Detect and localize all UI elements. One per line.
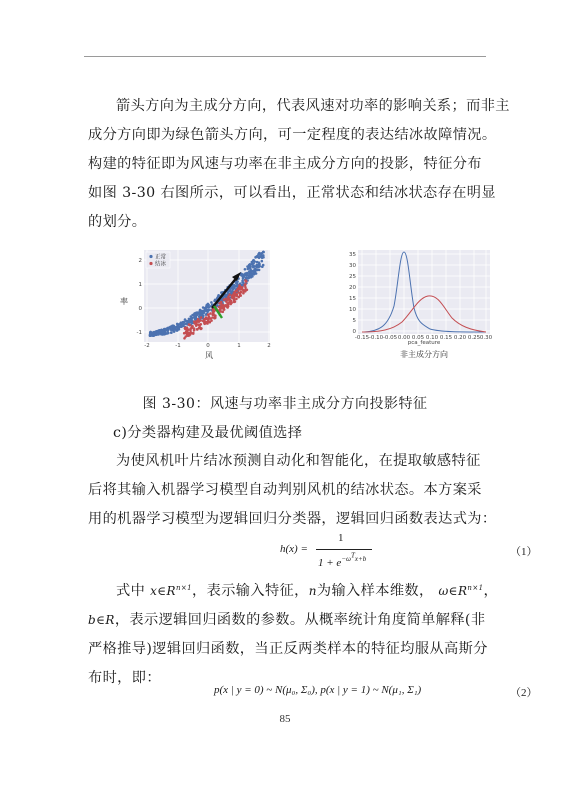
exponent-tail: x+b xyxy=(354,555,367,564)
scatter-point-normal xyxy=(202,306,205,309)
scatter-point-icing xyxy=(232,294,235,297)
text-line xyxy=(88,574,498,606)
scatter-point-normal xyxy=(252,265,255,268)
x-tick: 0 xyxy=(206,343,210,349)
scatter-point-icing xyxy=(204,321,207,324)
scatter-point-icing xyxy=(207,313,210,316)
scatter-point-normal xyxy=(157,332,160,335)
scatter-point-normal xyxy=(251,270,254,273)
equation-1-numerator: 1 xyxy=(338,532,344,544)
scatter-point-normal xyxy=(191,317,194,320)
scatter-point-normal xyxy=(170,331,173,334)
equation-1-number: （1） xyxy=(510,546,538,558)
y-tick: 0 xyxy=(138,306,142,312)
math-inline xyxy=(439,584,484,598)
scatter-point-icing xyxy=(240,291,243,294)
scatter-point-normal xyxy=(257,256,260,259)
scatter-point-icing xyxy=(238,284,241,287)
scatter-point-icing xyxy=(183,337,186,340)
scatter-point-normal xyxy=(153,332,156,335)
x-tick: 0.05 xyxy=(411,335,425,341)
scatter-point-icing xyxy=(187,328,190,331)
scatter-point-normal xyxy=(173,330,176,333)
scatter-point-icing xyxy=(226,306,229,309)
scatter-point-icing xyxy=(196,328,199,331)
y-tick: 5 xyxy=(352,318,356,324)
scatter-point-normal xyxy=(166,329,169,332)
exponent: −ω xyxy=(341,555,351,564)
scatter-point-normal xyxy=(203,311,206,314)
y-tick: 20 xyxy=(349,285,356,291)
scatter-point-icing xyxy=(199,319,202,322)
text-run: ，表示输入特征， xyxy=(192,583,309,599)
page-number: 85 xyxy=(279,713,291,725)
header-rule xyxy=(84,56,486,57)
x-tick: 0.25 xyxy=(467,335,481,341)
scatter-point-normal xyxy=(232,288,235,291)
x-axis-label: 风 xyxy=(205,351,213,360)
scatter-point-icing xyxy=(198,325,201,328)
y-tick: 25 xyxy=(349,274,356,280)
scatter-point-normal xyxy=(248,274,251,277)
scatter-point-icing xyxy=(213,310,216,313)
scatter-point-icing xyxy=(233,298,236,301)
scatter-point-icing xyxy=(237,296,240,299)
scatter-point-icing xyxy=(223,298,226,301)
exponent-sup: T xyxy=(350,552,355,560)
scatter-point-normal xyxy=(248,265,251,268)
scatter-point-normal xyxy=(257,253,260,256)
text-line: 的划分。 xyxy=(88,214,147,230)
scatter-point-icing xyxy=(233,301,236,304)
scatter-point-normal xyxy=(261,265,264,268)
scatter-point-icing xyxy=(213,314,216,317)
x-tick: 0.10 xyxy=(425,335,439,341)
scatter-point-normal xyxy=(258,263,261,266)
scatter-point-icing xyxy=(207,319,210,322)
scatter-point-normal xyxy=(242,277,245,280)
scatter-point-normal xyxy=(244,268,247,271)
scatter-point-icing xyxy=(219,306,222,309)
density-figure xyxy=(340,246,500,364)
x-tick: -0.10 xyxy=(368,335,384,341)
scatter-point-icing xyxy=(190,327,193,330)
math-inline xyxy=(150,584,192,598)
denominator-base: 1 + e xyxy=(318,556,342,569)
text-line: 箭头方向为主成分方向，代表风速对功率的影响关系；而非主 xyxy=(116,98,510,114)
scatter-point-normal xyxy=(245,272,248,275)
text-line: 用的机器学习模型为逻辑回归分类器，逻辑回归函数表达式为： xyxy=(88,511,497,527)
text-run: ， xyxy=(483,583,499,599)
y-tick: 2 xyxy=(138,258,142,264)
figure-caption: 图 3-30：风速与功率非主成分方向投影特征 xyxy=(142,396,428,412)
x-tick: -1 xyxy=(175,343,181,349)
scatter-point-normal xyxy=(160,330,163,333)
scatter-point-icing xyxy=(228,293,231,296)
scatter-point-icing xyxy=(200,328,203,331)
text-line: 成分方向即为绿色箭头方向，可一定程度的表达结冰故障情况。 xyxy=(88,127,497,143)
scatter-point-normal xyxy=(228,289,231,292)
section-heading: c)分类器构建及最优阈值选择 xyxy=(113,425,303,441)
scatter-point-normal xyxy=(253,272,256,275)
scatter-point-normal xyxy=(185,320,188,323)
scatter-point-normal xyxy=(165,332,168,335)
y-tick: 0 xyxy=(352,329,356,335)
scatter-point-normal xyxy=(254,256,257,259)
math-n: n xyxy=(308,584,317,598)
text-line xyxy=(88,606,498,635)
x-tick: 0.00 xyxy=(397,335,411,341)
legend-marker-icing xyxy=(149,262,152,265)
equation-1-denominator xyxy=(318,552,366,569)
math-sup: n×1 xyxy=(176,584,193,592)
scatter-point-icing xyxy=(226,299,229,302)
y-tick: -1 xyxy=(136,330,142,336)
scatter-point-normal xyxy=(167,332,170,335)
scatter-point-icing xyxy=(244,279,247,282)
scatter-point-icing xyxy=(231,296,234,299)
scatter-point-icing xyxy=(243,284,246,287)
x-tick: -2 xyxy=(144,343,150,349)
scatter-point-icing xyxy=(213,317,216,320)
scatter-point-normal xyxy=(207,303,210,306)
y-tick: 30 xyxy=(349,263,356,269)
legend-label-icing: 结冰 xyxy=(155,261,167,268)
scatter-point-icing xyxy=(197,318,200,321)
fraction-bar xyxy=(316,549,372,550)
x-tick: 0.30 xyxy=(479,335,493,341)
x-tick: -0.05 xyxy=(382,335,398,341)
scatter-point-normal xyxy=(191,314,194,317)
paragraph-3 xyxy=(88,574,498,693)
scatter-point-icing xyxy=(192,332,195,335)
scatter-point-icing xyxy=(200,316,203,319)
math-sup: n×1 xyxy=(467,584,484,592)
scatter-point-normal xyxy=(217,294,220,297)
equation-1-lhs: h(x) = xyxy=(280,543,308,555)
y-tick: 35 xyxy=(349,252,356,258)
x-tick: -0.15 xyxy=(354,335,370,341)
y-tick: 10 xyxy=(349,307,356,313)
text-run: 为输入样本维数， xyxy=(316,583,434,599)
scatter-point-normal xyxy=(207,309,210,312)
math-b: b∈R xyxy=(88,613,115,627)
x-tick: 0.15 xyxy=(439,335,453,341)
scatter-point-normal xyxy=(149,334,152,337)
scatter-point-normal xyxy=(253,269,256,272)
y-axis-label: 率 xyxy=(120,297,128,306)
math-omega: ω∈R xyxy=(438,584,468,598)
scatter-point-icing xyxy=(184,328,187,331)
scatter-point-normal xyxy=(261,252,264,255)
scatter-figure xyxy=(116,246,276,364)
equation-2: p(x | y = 0) ~ N(μ₀, Σ₀), p(x | y = 1) ~ N(μ₁, Σ₁) xyxy=(214,684,422,696)
scatter-point-icing xyxy=(189,331,192,334)
equation-2-number: （2） xyxy=(510,687,538,699)
scatter-point-normal xyxy=(194,318,197,321)
scatter-point-normal xyxy=(200,311,203,314)
density-plot-area xyxy=(358,250,490,334)
scatter-point-normal xyxy=(194,313,197,316)
text-line: 后将其输入机器学习模型自动判别风机的结冰状态。本方案采 xyxy=(88,482,482,498)
scatter-point-normal xyxy=(262,256,265,259)
scatter-point-icing xyxy=(222,304,225,307)
scatter-point-normal xyxy=(182,324,185,327)
text-line: 严格推导)逻辑回归函数，当正反两类样本的特征均服从高斯分 xyxy=(88,641,488,657)
scatter-point-normal xyxy=(247,277,250,280)
scatter-point-icing xyxy=(195,320,198,323)
text-run: 式中 xyxy=(116,583,146,599)
scatter-point-icing xyxy=(185,331,188,334)
legend-marker-normal xyxy=(149,255,152,258)
y-tick: 15 xyxy=(349,296,356,302)
scatter-point-icing xyxy=(210,319,213,322)
scatter-point-icing xyxy=(203,318,206,321)
scatter-point-normal xyxy=(252,259,255,262)
paragraph-2 xyxy=(88,447,498,534)
scatter-point-normal xyxy=(189,320,192,323)
scatter-point-normal xyxy=(206,306,209,309)
small-x-axis-label: pca_feature xyxy=(407,340,441,346)
text-run: ，表示逻辑回归函数的参数。从概率统计角度简单解释(非 xyxy=(114,612,486,628)
scatter-point-normal xyxy=(173,326,176,329)
scatter-point-normal xyxy=(233,284,236,287)
scatter-point-normal xyxy=(248,270,251,273)
x-axis-label: 非主成分方向 xyxy=(400,350,448,359)
scatter-point-normal xyxy=(170,329,173,332)
scatter-point-icing xyxy=(244,290,247,293)
scatter-point-normal xyxy=(246,265,249,268)
scatter-point-normal xyxy=(175,329,178,332)
scatter-point-icing xyxy=(234,293,237,296)
scatter-point-icing xyxy=(241,286,244,289)
scatter-point-normal xyxy=(176,323,179,326)
scatter-point-icing xyxy=(228,301,231,304)
text-line: 为使风机叶片结冰预测自动化和智能化，在提取敏感特征 xyxy=(116,453,481,469)
text-line: 构建的特征即为风速与功率在非主成分方向的投影，特征分布 xyxy=(88,156,482,172)
scatter-point-normal xyxy=(210,301,213,304)
scatter-point-icing xyxy=(208,315,211,318)
text-line: 如图 3-30 右图所示，可以看出，正常状态和结冰状态存在明显 xyxy=(88,185,496,201)
y-tick: 1 xyxy=(138,282,142,288)
text-line: 布时，即： xyxy=(88,670,161,686)
scatter-point-icing xyxy=(223,308,226,311)
scatter-point-normal xyxy=(205,308,208,311)
scatter-point-normal xyxy=(245,276,248,279)
scatter-point-icing xyxy=(235,298,238,301)
scatter-point-normal xyxy=(241,281,244,284)
scatter-point-icing xyxy=(220,310,223,313)
scatter-point-normal xyxy=(261,260,264,263)
scatter-point-normal xyxy=(252,262,255,265)
x-tick: 0.20 xyxy=(453,335,467,341)
x-tick: 2 xyxy=(267,343,271,349)
paragraph-1 xyxy=(88,92,510,237)
scatter-point-normal xyxy=(256,266,259,269)
scatter-point-icing xyxy=(237,291,240,294)
scatter-point-icing xyxy=(234,291,237,294)
scatter-point-icing xyxy=(189,324,192,327)
scatter-point-icing xyxy=(193,327,196,330)
scatter-point-icing xyxy=(227,303,230,306)
scatter-point-normal xyxy=(179,324,182,327)
x-tick: 1 xyxy=(237,343,241,349)
legend-label-normal: 正常 xyxy=(155,254,167,261)
math-x: x∈R xyxy=(150,584,176,598)
